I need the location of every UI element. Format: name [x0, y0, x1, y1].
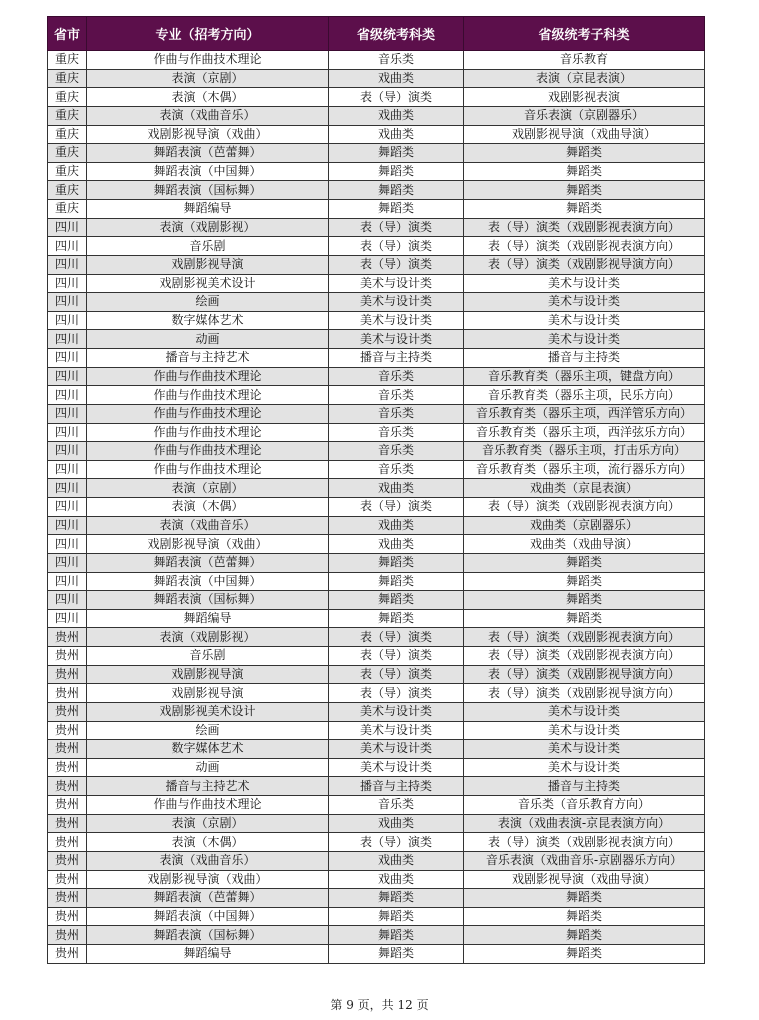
table-row: [48, 535, 705, 554]
cell-major: 戏剧影视美术设计: [87, 702, 329, 721]
table-row: [48, 69, 705, 88]
cell-major: 表演（木偶）: [87, 833, 329, 852]
cell-exam-category: 戏曲类: [329, 870, 464, 889]
cell-exam-subcategory: 播音与主持类: [464, 777, 705, 796]
cell-exam-category: 音乐类: [329, 386, 464, 405]
cell-exam-category: 美术与设计类: [329, 702, 464, 721]
table-row: [48, 945, 705, 964]
cell-exam-category: 表（导）演类: [329, 88, 464, 107]
table-row: [48, 106, 705, 125]
cell-province: 贵州: [48, 777, 87, 796]
table-row: [48, 367, 705, 386]
table-row: [48, 572, 705, 591]
cell-major: 作曲与作曲技术理论: [87, 460, 329, 479]
cell-major: 作曲与作曲技术理论: [87, 386, 329, 405]
table-row: [48, 88, 705, 107]
cell-major: 表演（京剧）: [87, 814, 329, 833]
cell-province: 四川: [48, 423, 87, 442]
cell-major: 绘画: [87, 721, 329, 740]
cell-major: 数字媒体艺术: [87, 311, 329, 330]
admission-table-container: [47, 16, 704, 964]
cell-major: 播音与主持艺术: [87, 777, 329, 796]
table-row: [48, 702, 705, 721]
cell-exam-category: 舞蹈类: [329, 553, 464, 572]
table-row: [48, 330, 705, 349]
cell-exam-category: 音乐类: [329, 51, 464, 70]
cell-province: 四川: [48, 255, 87, 274]
table-row: [48, 870, 705, 889]
table-row: [48, 647, 705, 666]
cell-major: 戏剧影视导演: [87, 684, 329, 703]
table-row: [48, 237, 705, 256]
cell-province: 四川: [48, 591, 87, 610]
table-row: [48, 889, 705, 908]
cell-exam-category: 戏曲类: [329, 535, 464, 554]
header-row: [48, 17, 705, 51]
cell-exam-category: 表（导）演类: [329, 833, 464, 852]
cell-exam-subcategory: 音乐类（音乐教育方向）: [464, 796, 705, 815]
cell-exam-subcategory: 舞蹈类: [464, 144, 705, 163]
cell-province: 四川: [48, 274, 87, 293]
cell-major: 表演（木偶）: [87, 498, 329, 517]
cell-exam-subcategory: 美术与设计类: [464, 293, 705, 312]
table-row: [48, 851, 705, 870]
cell-province: 四川: [48, 367, 87, 386]
cell-exam-subcategory: 美术与设计类: [464, 311, 705, 330]
cell-province: 四川: [48, 572, 87, 591]
cell-major: 舞蹈表演（国标舞）: [87, 181, 329, 200]
cell-exam-subcategory: 舞蹈类: [464, 945, 705, 964]
cell-province: 重庆: [48, 88, 87, 107]
cell-exam-subcategory: 舞蹈类: [464, 591, 705, 610]
cell-major: 舞蹈表演（中国舞）: [87, 907, 329, 926]
cell-exam-category: 表（导）演类: [329, 647, 464, 666]
admission-table: [47, 16, 705, 964]
cell-province: 四川: [48, 330, 87, 349]
cell-major: 绘画: [87, 293, 329, 312]
cell-exam-category: 美术与设计类: [329, 740, 464, 759]
cell-major: 戏剧影视美术设计: [87, 274, 329, 293]
cell-exam-subcategory: 舞蹈类: [464, 926, 705, 945]
cell-exam-category: 戏曲类: [329, 106, 464, 125]
table-body: [48, 51, 705, 964]
cell-exam-category: 音乐类: [329, 367, 464, 386]
cell-major: 舞蹈编导: [87, 609, 329, 628]
cell-exam-category: 表（导）演类: [329, 684, 464, 703]
cell-major: 戏剧影视导演: [87, 665, 329, 684]
cell-province: 重庆: [48, 106, 87, 125]
cell-province: 四川: [48, 535, 87, 554]
cell-major: 戏剧影视导演（戏曲）: [87, 870, 329, 889]
cell-exam-category: 舞蹈类: [329, 162, 464, 181]
cell-exam-subcategory: 戏剧影视导演（戏曲导演）: [464, 125, 705, 144]
cell-major: 作曲与作曲技术理论: [87, 51, 329, 70]
cell-exam-subcategory: 表（导）演类（戏剧影视导演方向）: [464, 665, 705, 684]
cell-province: 贵州: [48, 833, 87, 852]
cell-exam-category: 美术与设计类: [329, 721, 464, 740]
cell-exam-subcategory: 舞蹈类: [464, 162, 705, 181]
cell-province: 贵州: [48, 758, 87, 777]
cell-major: 舞蹈表演（中国舞）: [87, 162, 329, 181]
cell-exam-subcategory: 戏曲类（京昆表演）: [464, 479, 705, 498]
cell-major: 戏剧影视导演（戏曲）: [87, 125, 329, 144]
cell-major: 表演（戏曲音乐）: [87, 851, 329, 870]
table-row: [48, 460, 705, 479]
cell-exam-category: 舞蹈类: [329, 907, 464, 926]
cell-major: 舞蹈表演（芭蕾舞）: [87, 553, 329, 572]
cell-exam-category: 音乐类: [329, 442, 464, 461]
cell-major: 舞蹈编导: [87, 200, 329, 219]
cell-exam-subcategory: 舞蹈类: [464, 553, 705, 572]
header-exam-category: 省级统考科类: [329, 17, 464, 51]
cell-exam-category: 美术与设计类: [329, 293, 464, 312]
cell-exam-subcategory: 美术与设计类: [464, 758, 705, 777]
cell-exam-category: 舞蹈类: [329, 889, 464, 908]
cell-exam-subcategory: 音乐教育类（器乐主项，西洋管乐方向）: [464, 404, 705, 423]
cell-province: 重庆: [48, 125, 87, 144]
table-row: [48, 740, 705, 759]
cell-province: 四川: [48, 609, 87, 628]
cell-exam-category: 戏曲类: [329, 851, 464, 870]
cell-exam-subcategory: 音乐教育类（器乐主项，民乐方向）: [464, 386, 705, 405]
cell-exam-category: 表（导）演类: [329, 237, 464, 256]
cell-major: 表演（戏曲音乐）: [87, 516, 329, 535]
cell-province: 四川: [48, 498, 87, 517]
cell-province: 重庆: [48, 162, 87, 181]
cell-exam-category: 舞蹈类: [329, 144, 464, 163]
cell-exam-subcategory: 美术与设计类: [464, 330, 705, 349]
cell-major: 戏剧影视导演（戏曲）: [87, 535, 329, 554]
cell-province: 贵州: [48, 907, 87, 926]
table-row: [48, 274, 705, 293]
cell-major: 舞蹈表演（芭蕾舞）: [87, 889, 329, 908]
cell-province: 贵州: [48, 814, 87, 833]
cell-exam-subcategory: 戏曲类（戏曲导演）: [464, 535, 705, 554]
cell-exam-category: 舞蹈类: [329, 945, 464, 964]
cell-exam-subcategory: 美术与设计类: [464, 274, 705, 293]
table-row: [48, 162, 705, 181]
cell-exam-subcategory: 音乐表演（戏曲音乐-京剧器乐方向）: [464, 851, 705, 870]
cell-exam-subcategory: 戏曲类（京剧器乐）: [464, 516, 705, 535]
table-row: [48, 796, 705, 815]
cell-province: 四川: [48, 349, 87, 368]
table-row: [48, 479, 705, 498]
cell-province: 四川: [48, 386, 87, 405]
cell-exam-subcategory: 舞蹈类: [464, 907, 705, 926]
table-row: [48, 553, 705, 572]
cell-exam-category: 舞蹈类: [329, 926, 464, 945]
cell-exam-category: 舞蹈类: [329, 609, 464, 628]
cell-major: 舞蹈表演（芭蕾舞）: [87, 144, 329, 163]
cell-exam-subcategory: 表（导）演类（戏剧影视表演方向）: [464, 628, 705, 647]
cell-province: 四川: [48, 460, 87, 479]
header-major: 专业（招考方向）: [87, 17, 329, 51]
table-row: [48, 591, 705, 610]
cell-province: 贵州: [48, 665, 87, 684]
table-header: [48, 17, 705, 51]
cell-province: 贵州: [48, 889, 87, 908]
cell-province: 四川: [48, 293, 87, 312]
cell-province: 四川: [48, 311, 87, 330]
table-row: [48, 311, 705, 330]
cell-major: 表演（戏剧影视）: [87, 218, 329, 237]
cell-exam-subcategory: 美术与设计类: [464, 702, 705, 721]
header-province: 省市: [48, 17, 87, 51]
cell-exam-subcategory: 美术与设计类: [464, 721, 705, 740]
table-row: [48, 833, 705, 852]
cell-exam-category: 播音与主持类: [329, 777, 464, 796]
cell-province: 贵州: [48, 926, 87, 945]
cell-major: 作曲与作曲技术理论: [87, 404, 329, 423]
cell-province: 重庆: [48, 144, 87, 163]
cell-province: 重庆: [48, 51, 87, 70]
cell-major: 表演（京剧）: [87, 479, 329, 498]
cell-exam-category: 表（导）演类: [329, 498, 464, 517]
cell-exam-subcategory: 舞蹈类: [464, 572, 705, 591]
table-row: [48, 684, 705, 703]
cell-exam-subcategory: 戏剧影视导演（戏曲导演）: [464, 870, 705, 889]
cell-major: 作曲与作曲技术理论: [87, 796, 329, 815]
cell-exam-category: 音乐类: [329, 404, 464, 423]
cell-province: 四川: [48, 516, 87, 535]
table-row: [48, 293, 705, 312]
cell-exam-category: 美术与设计类: [329, 311, 464, 330]
cell-exam-subcategory: 表（导）演类（戏剧影视导演方向）: [464, 255, 705, 274]
cell-exam-category: 播音与主持类: [329, 349, 464, 368]
cell-major: 动画: [87, 758, 329, 777]
cell-province: 贵州: [48, 702, 87, 721]
cell-major: 表演（戏剧影视）: [87, 628, 329, 647]
cell-major: 作曲与作曲技术理论: [87, 442, 329, 461]
cell-exam-subcategory: 音乐表演（京剧器乐）: [464, 106, 705, 125]
cell-major: 播音与主持艺术: [87, 349, 329, 368]
cell-major: 表演（戏曲音乐）: [87, 106, 329, 125]
cell-exam-subcategory: 美术与设计类: [464, 740, 705, 759]
cell-exam-subcategory: 音乐教育: [464, 51, 705, 70]
cell-major: 音乐剧: [87, 647, 329, 666]
cell-exam-subcategory: 舞蹈类: [464, 181, 705, 200]
cell-exam-category: 舞蹈类: [329, 572, 464, 591]
cell-exam-subcategory: 播音与主持类: [464, 349, 705, 368]
cell-exam-category: 表（导）演类: [329, 665, 464, 684]
table-row: [48, 609, 705, 628]
cell-province: 四川: [48, 237, 87, 256]
header-exam-subcategory: 省级统考子科类: [464, 17, 705, 51]
cell-exam-subcategory: 舞蹈类: [464, 200, 705, 219]
table-row: [48, 665, 705, 684]
table-row: [48, 628, 705, 647]
cell-exam-category: 美术与设计类: [329, 330, 464, 349]
table-row: [48, 255, 705, 274]
cell-major: 动画: [87, 330, 329, 349]
cell-exam-category: 舞蹈类: [329, 200, 464, 219]
cell-major: 舞蹈表演（中国舞）: [87, 572, 329, 591]
cell-major: 舞蹈编导: [87, 945, 329, 964]
cell-exam-category: 戏曲类: [329, 479, 464, 498]
table-row: [48, 907, 705, 926]
table-row: [48, 218, 705, 237]
table-row: [48, 423, 705, 442]
table-row: [48, 349, 705, 368]
cell-exam-category: 美术与设计类: [329, 758, 464, 777]
cell-province: 贵州: [48, 945, 87, 964]
cell-province: 四川: [48, 553, 87, 572]
cell-exam-subcategory: 舞蹈类: [464, 609, 705, 628]
cell-major: 作曲与作曲技术理论: [87, 367, 329, 386]
cell-province: 贵州: [48, 628, 87, 647]
cell-major: 表演（木偶）: [87, 88, 329, 107]
cell-exam-subcategory: 音乐教育类（器乐主项，西洋弦乐方向）: [464, 423, 705, 442]
cell-major: 舞蹈表演（国标舞）: [87, 926, 329, 945]
cell-exam-category: 戏曲类: [329, 69, 464, 88]
table-row: [48, 404, 705, 423]
cell-province: 贵州: [48, 851, 87, 870]
table-row: [48, 51, 705, 70]
table-row: [48, 442, 705, 461]
cell-exam-category: 音乐类: [329, 460, 464, 479]
cell-exam-subcategory: 表（导）演类（戏剧影视表演方向）: [464, 833, 705, 852]
cell-exam-subcategory: 表（导）演类（戏剧影视导演方向）: [464, 684, 705, 703]
table-row: [48, 386, 705, 405]
table-row: [48, 144, 705, 163]
cell-province: 四川: [48, 442, 87, 461]
table-row: [48, 516, 705, 535]
cell-exam-subcategory: 表（导）演类（戏剧影视表演方向）: [464, 237, 705, 256]
table-row: [48, 758, 705, 777]
table-row: [48, 926, 705, 945]
cell-exam-subcategory: 表（导）演类（戏剧影视表演方向）: [464, 498, 705, 517]
table-row: [48, 200, 705, 219]
cell-exam-subcategory: 表（导）演类（戏剧影视表演方向）: [464, 218, 705, 237]
cell-exam-category: 戏曲类: [329, 814, 464, 833]
cell-exam-subcategory: 音乐教育类（器乐主项，流行器乐方向）: [464, 460, 705, 479]
cell-province: 贵州: [48, 870, 87, 889]
cell-major: 音乐剧: [87, 237, 329, 256]
cell-exam-subcategory: 音乐教育类（器乐主项，键盘方向）: [464, 367, 705, 386]
table-row: [48, 181, 705, 200]
cell-exam-category: 表（导）演类: [329, 255, 464, 274]
cell-exam-category: 音乐类: [329, 796, 464, 815]
cell-exam-subcategory: 表（导）演类（戏剧影视表演方向）: [464, 647, 705, 666]
cell-major: 作曲与作曲技术理论: [87, 423, 329, 442]
cell-province: 贵州: [48, 647, 87, 666]
cell-exam-category: 表（导）演类: [329, 628, 464, 647]
cell-province: 重庆: [48, 181, 87, 200]
cell-province: 四川: [48, 218, 87, 237]
table-row: [48, 125, 705, 144]
cell-exam-category: 舞蹈类: [329, 181, 464, 200]
cell-exam-subcategory: 舞蹈类: [464, 889, 705, 908]
cell-major: 数字媒体艺术: [87, 740, 329, 759]
table-row: [48, 721, 705, 740]
cell-major: 舞蹈表演（国标舞）: [87, 591, 329, 610]
table-row: [48, 814, 705, 833]
cell-province: 贵州: [48, 796, 87, 815]
cell-major: 表演（京剧）: [87, 69, 329, 88]
cell-exam-subcategory: 戏剧影视表演: [464, 88, 705, 107]
cell-major: 戏剧影视导演: [87, 255, 329, 274]
cell-exam-category: 表（导）演类: [329, 218, 464, 237]
cell-province: 四川: [48, 404, 87, 423]
cell-exam-category: 戏曲类: [329, 125, 464, 144]
table-row: [48, 498, 705, 517]
cell-exam-subcategory: 表演（戏曲表演-京昆表演方向）: [464, 814, 705, 833]
cell-exam-category: 美术与设计类: [329, 274, 464, 293]
cell-province: 四川: [48, 479, 87, 498]
cell-exam-category: 戏曲类: [329, 516, 464, 535]
cell-exam-subcategory: 表演（京昆表演）: [464, 69, 705, 88]
table-row: [48, 777, 705, 796]
cell-exam-category: 音乐类: [329, 423, 464, 442]
cell-province: 重庆: [48, 69, 87, 88]
cell-exam-subcategory: 音乐教育类（器乐主项，打击乐方向）: [464, 442, 705, 461]
cell-province: 贵州: [48, 684, 87, 703]
cell-province: 贵州: [48, 721, 87, 740]
page-number-footer: 第 9 页，共 12 页: [330, 998, 429, 1012]
cell-exam-category: 舞蹈类: [329, 591, 464, 610]
cell-province: 贵州: [48, 740, 87, 759]
cell-province: 重庆: [48, 200, 87, 219]
